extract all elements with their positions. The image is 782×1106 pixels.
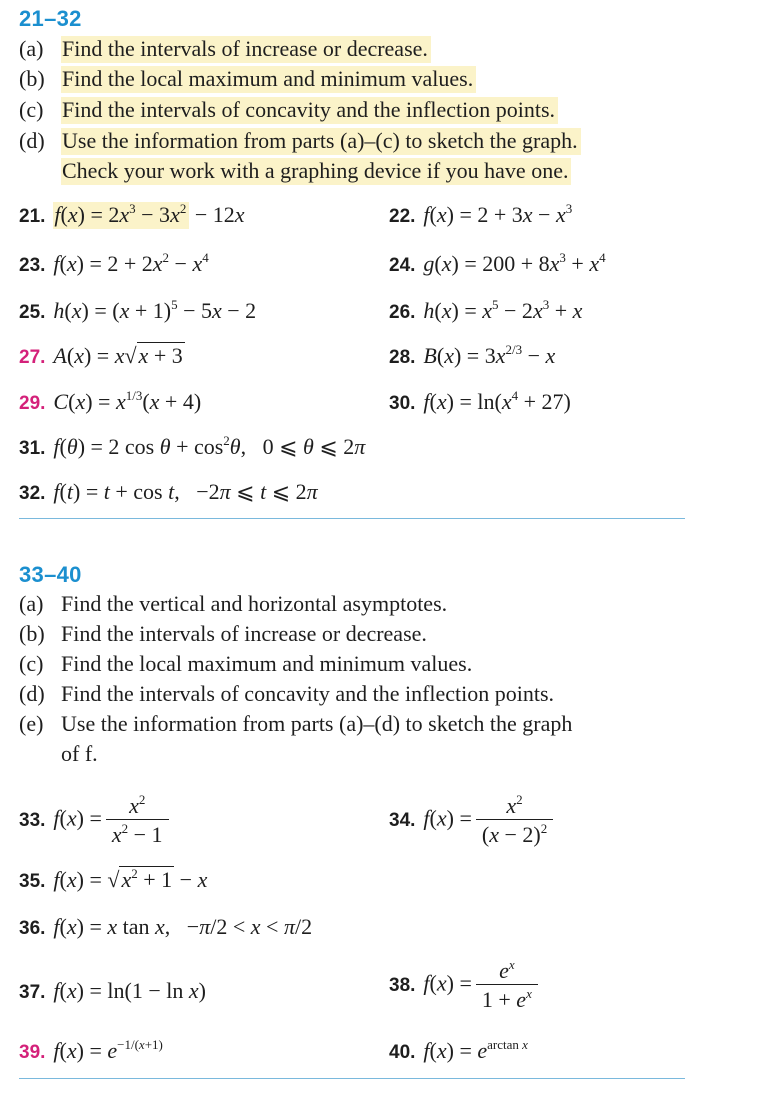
instruction-continuation: Check your work with a graphing device if you have one. [61, 156, 571, 186]
problem-number: 23. [19, 255, 46, 276]
problem-29: 29. $C(x) = x^{1/3}(x + 4)$ [19, 387, 201, 419]
problem-33: 33. f(x) = $\frac{x^2}{x^2 - 1}$ [19, 793, 173, 848]
problem-36: 36. f(x) = x tan x, −π/2 < x < π/2 [19, 912, 312, 944]
problem-23: 23. $f(x) = 2 + 2x^2 - x^4$ [19, 249, 209, 281]
problem-number: 40. [389, 1042, 416, 1063]
problem-number: 34. [389, 809, 416, 831]
instruction-label: (e) [19, 711, 44, 736]
problem-40: 40. $f(x) = e^{arctan x}$ [389, 1036, 528, 1068]
instruction-a [19, 34, 431, 64]
problem-26: 26. $h(x) = x^5 - 2x^3 + x$ [389, 296, 582, 328]
section-heading-33-40: 33–40 [19, 562, 82, 587]
problem-number: 31. [19, 438, 46, 459]
instruction-b [19, 64, 476, 94]
problem-38: 38. f(x) = $\frac{e^x}{1 + e^x}$ [389, 958, 542, 1013]
instruction-c [19, 649, 472, 679]
problem-31: 31. f(θ) = 2 $\cos \theta + \cos^2\theta$, 0 ⩽ θ ⩽ 2π [19, 432, 365, 464]
problem-39: 39. $f(x) = e^{-1/(x+1)}$ [19, 1036, 163, 1068]
instruction-text: Find the local maximum and minimum values. [61, 651, 473, 676]
instruction-d [19, 679, 554, 709]
instruction-d [19, 126, 581, 156]
instruction-text: Find the intervals of concavity and the inflection points. [61, 681, 555, 706]
problem-24: 24. $g(x) = 200 + 8x^3 + x^4$ [389, 249, 606, 281]
instruction-label: (c) [19, 97, 44, 122]
problem-number: 33. [19, 809, 46, 831]
instruction-label: (d) [19, 681, 45, 706]
instruction-a [19, 589, 447, 619]
instruction-label: (c) [19, 651, 44, 676]
problem-22: 22. $f(x) = 2 + 3x - x^3$ [389, 200, 572, 232]
instruction-text: Use the information from parts (a)–(c) to sketch the graph. [61, 128, 581, 155]
instruction-label: (a) [19, 36, 44, 61]
problem-35: 35. $f(x) = √x^2 + 1 - x$ [19, 865, 207, 897]
instruction-text: Use the information from parts (a)–(d) to sketch the graph [61, 711, 573, 736]
section-heading-21-32: 21–32 [19, 6, 82, 31]
instruction-e [19, 709, 572, 739]
instruction-b [19, 619, 427, 649]
problem-28: 28. $B(x) = 3x^{2/3} - x$ [389, 341, 555, 373]
instruction-text: Find the vertical and horizontal asymptotes. [61, 591, 448, 616]
problem-number: 22. [389, 206, 416, 227]
instruction-label: (a) [19, 591, 44, 616]
problem-25: 25. $h(x) = (x + 1)^5 - 5x - 2$ [19, 296, 256, 328]
problem-32: 32. f(t) = t + cos t, −2π ⩽ t ⩽ 2π [19, 477, 318, 509]
instruction-text: Find the local maximum and minimum values. [61, 66, 476, 93]
problem-number: 24. [389, 255, 416, 276]
problem-30: 30. $f(x) = \ln(x^4 + 27)$ [389, 387, 571, 419]
problem-number: 28. [389, 347, 416, 368]
problem-number: 29. [19, 393, 46, 414]
section-divider [19, 518, 685, 519]
problem-number: 36. [19, 918, 46, 939]
problem-number: 27. [19, 347, 46, 368]
instruction-continuation: of f. [61, 741, 98, 766]
problem-number: 39. [19, 1042, 46, 1063]
problem-number: 21. [19, 206, 46, 227]
instruction-text: Find the intervals of increase or decrease. [61, 621, 427, 646]
problem-37: 37. f(x) = ln(1 − ln x) [19, 976, 206, 1008]
instruction-label: (d) [19, 128, 45, 153]
section-divider [19, 1078, 685, 1079]
problem-27: 27. A(x) = x√x + 3 [19, 341, 185, 373]
problem-number: 37. [19, 982, 46, 1003]
problem-number: 30. [389, 393, 416, 414]
instruction-label: (b) [19, 621, 45, 646]
problem-number: 26. [389, 302, 416, 323]
instruction-c [19, 95, 558, 125]
problem-number: 35. [19, 871, 46, 892]
problem-number: 38. [389, 974, 416, 996]
instruction-text: Find the intervals of increase or decrease. [61, 36, 431, 63]
problem-21: 21. $f(x) = 2x^3 - 3x^2 - 12x$ [19, 200, 245, 232]
problem-number: 32. [19, 483, 46, 504]
problem-34: 34. f(x) = $\frac{x^2}{(x - 2)^2}$ [389, 793, 557, 848]
instruction-text: Find the intervals of concavity and the inflection points. [61, 97, 558, 124]
problem-number: 25. [19, 302, 46, 323]
instruction-label: (b) [19, 66, 45, 91]
